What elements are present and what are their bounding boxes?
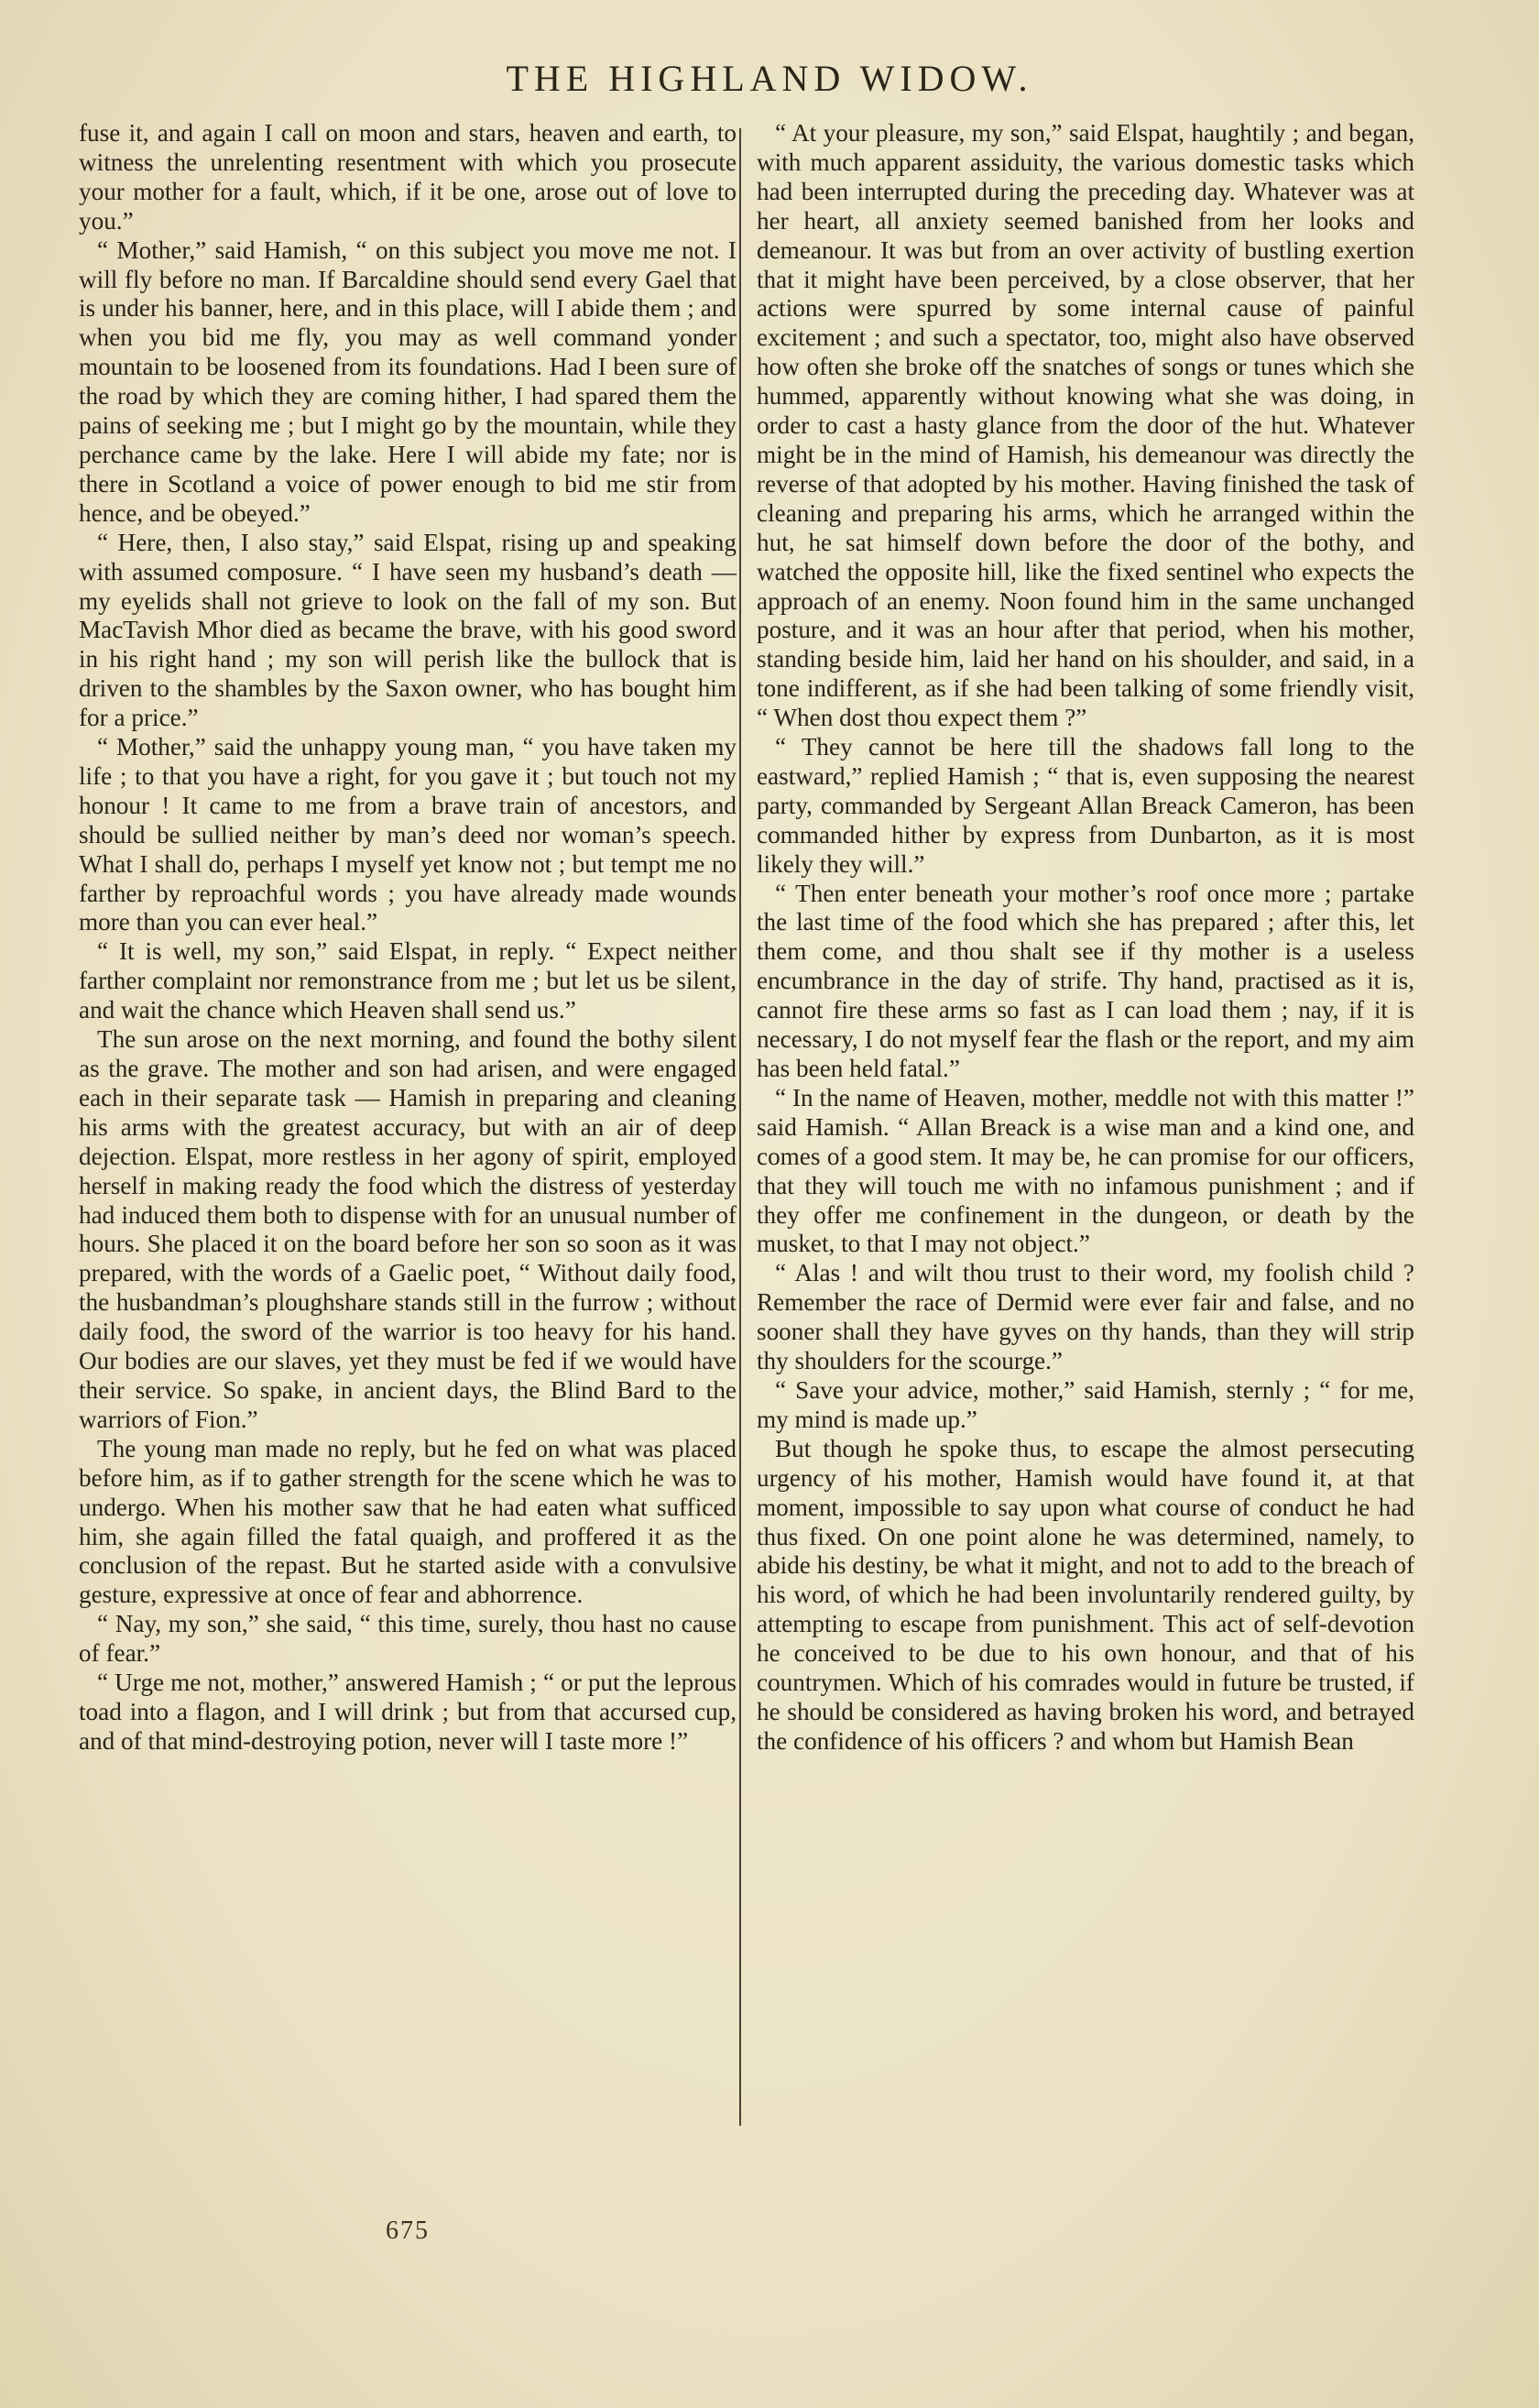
paragraph: “ They cannot be here till the shadows fall long to the eastward,” replied Hamish ; “ that is, even supposing the nearest party, commanded by Sergeant Allan Breack Cameron, has been commanded hither by express from Dunbarton, as it is most likely they will.” <box>757 733 1414 878</box>
paragraph: But though he spoke thus, to escape the almost persecuting urgency of his mother, Hamish would have found it, at that moment, impossible to say upon what course of conduct he had thus fixed. On one point alone he was determined, namely, to abide his destiny, be what it might, and not to add to the breach of his word, of which he had been involuntarily rendered guilty, by attempting to escape from punishment. This act of self-devotion he conceived to be due to his own honour, and that of his countrymen. Which of his comrades would in future be trusted, if he should be considered as having broken his word, and betrayed the confidence of his officers ? and whom but Hamish Bean <box>757 1434 1414 1755</box>
column-divider <box>739 128 741 2126</box>
paragraph: “ Then enter beneath your mother’s roof once more ; partake the last time of the food which she has prepared ; after this, let them come, and thou shalt see if thy mother is a useless encumbrance in the day of strife. Thy hand, practised as it is, cannot fire these arms so fast as I can load them ; nay, if it is necessary, I do not myself fear the flash or the report, and my aim has been held fatal.” <box>757 879 1414 1082</box>
paragraph: “ It is well, my son,” said Elspat, in reply. “ Expect neither farther complaint nor remonstrance from me ; but let us be silent, and wait the chance which Heaven shall send us.” <box>79 937 737 1024</box>
paragraph: “ Here, then, I also stay,” said Elspat, rising up and speaking with assumed composure. “ I have seen my husband’s death — my eyelids shall not grieve to look on the fall of my son. But MacTavish Mhor died as became the brave, with his good sword in his right hand ; my son will perish like the bullock that is driven to the shambles by the Saxon owner, who has bought him for a price.” <box>79 528 737 732</box>
running-title: THE HIGHLAND WIDOW. <box>506 58 1033 99</box>
paragraph: “ Mother,” said Hamish, “ on this subject you move me not. I will fly before no man. If Barcaldine should send every Gael that is under his banner, here, and in this place, will I abide them ; and when you bid me fly, you may as well command yonder mountain to be loosened from its foundations. Had I been sure of the road by which they are coming hither, I had spared them the pains of seeking me ; but I might go by the mountain, while they perchance came by the lake. Here I will abide my fate; nor is there in Scotland a voice of power enough to bid me stir from hence, and be obeyed.” <box>79 235 737 527</box>
paragraph: “ Mother,” said the unhappy young man, “ you have taken my life ; to that you have a right, for you gave it ; but touch not my honour ! It came to me from a brave train of ancestors, and should be sullied neither by man’s deed nor woman’s speech. What I shall do, perhaps I myself yet know not ; but tempt me no farther by reproachful words ; you have already made wounds more than you can ever heal.” <box>79 733 737 936</box>
paragraph: fuse it, and again I call on moon and stars, heaven and earth, to witness the unrelenting resentment with which you prosecute your mother for a fault, which, if it be one, arose out of love to you.” <box>79 119 737 235</box>
paragraph: “ Nay, my son,” she said, “ this time, surely, thou hast no cause of fear.” <box>79 1610 737 1668</box>
paragraph: “ Alas ! and wilt thou trust to their word, my foolish child ? Remember the race of Dermid were ever fair and false, and no sooner shall they have gyves on thy hands, than they will strip thy shoulders for the scourge.” <box>757 1259 1414 1375</box>
page-number: 675 <box>386 2216 430 2245</box>
paragraph: “ At your pleasure, my son,” said Elspat, haughtily ; and began, with much apparent assiduity, the various domestic tasks which had been interrupted during the preceding day. Whatever was at her heart, all anxiety seemed banished from her looks and demeanour. It was but from an over activity of bustling exertion that it might have been perceived, by a close observer, that her actions were spurred by some internal cause of painful excitement ; and such a spectator, too, might also have observed how often she broke off the snatches of songs or tunes which she hummed, apparently without knowing what she was doing, in order to cast a hasty glance from the door of the hut. Whatever might be in the mind of Hamish, his demeanour was directly the reverse of that adopted by his mother. Having finished the task of cleaning and preparing his arms, which he arranged within the hut, he sat himself down before the door of the bothy, and watched the opposite hill, like the fixed sentinel who expects the approach of an enemy. Noon found him in the same unchanged posture, and it was an hour after that period, when his mother, standing beside him, laid her hand on his shoulder, and said, in a tone indifferent, as if she had been talking of some friendly visit, “ When dost thou expect them ?” <box>757 119 1414 732</box>
right-column <box>757 119 1414 1757</box>
paragraph: “ Save your advice, mother,” said Hamish, sternly ; “ for me, my mind is made up.” <box>757 1375 1414 1433</box>
left-column <box>79 119 737 1757</box>
paragraph: The young man made no reply, but he fed on what was placed before him, as if to gather strength for the scene which he was to undergo. When his mother saw that he had eaten what sufficed him, she again filled the fatal quaigh, and proffered it as the conclusion of the repast. But he started aside with a convulsive gesture, expressive at once of fear and abhorrence. <box>79 1434 737 1609</box>
paragraph: “ Urge me not, mother,” answered Hamish ; “ or put the leprous toad into a flagon, and I will drink ; but from that accursed cup, and of that mind-destroying potion, never will I taste more !” <box>79 1669 737 1755</box>
paragraph: The sun arose on the next morning, and found the bothy silent as the grave. The mother and son had arisen, and were engaged each in their separate task — Hamish in preparing and cleaning his arms with the greatest accuracy, but with an air of deep dejection. Elspat, more restless in her agony of spirit, employed herself in making ready the food which the distress of yesterday had induced them both to dispense with for an unusual number of hours. She placed it on the board before her son so soon as it was prepared, with the words of a Gaelic poet, “ Without daily food, the husbandman’s ploughshare stands still in the furrow ; without daily food, the sword of the warrior is too heavy for his hand. Our bodies are our slaves, yet they must be fed if we would have their service. So spake, in ancient days, the Blind Bard to the warriors of Fion.” <box>79 1025 737 1433</box>
paragraph: “ In the name of Heaven, mother, meddle not with this matter !” said Hamish. “ Allan Breack is a wise man and a kind one, and comes of a good stem. It may be, he can promise for our officers, that they will touch me with no infamous punishment ; and if they offer me confinement in the dungeon, or death by the musket, to that I may not object.” <box>757 1083 1414 1258</box>
